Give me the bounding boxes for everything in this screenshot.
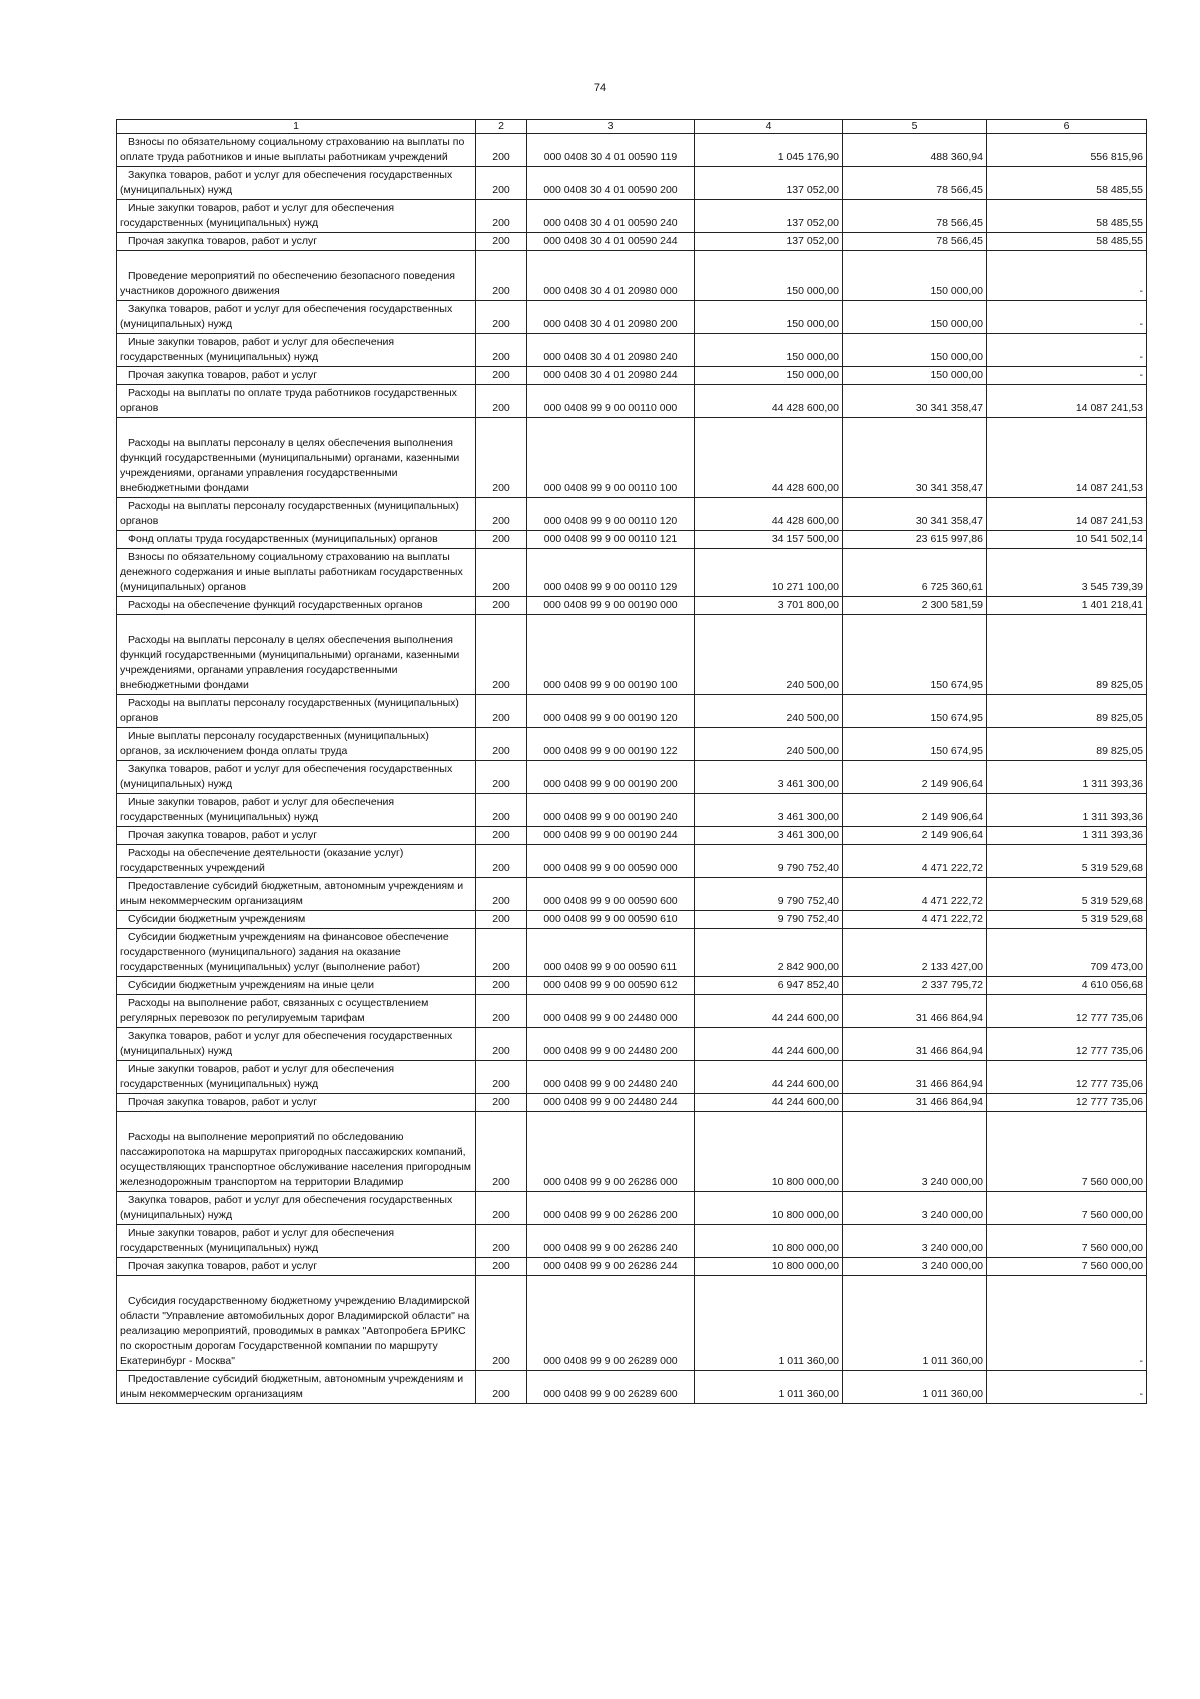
table-row xyxy=(117,878,1147,911)
table-row xyxy=(117,827,1147,845)
row-approved-amount-cell: 137 052,00 xyxy=(695,167,843,200)
table-body xyxy=(117,134,1147,1404)
table-row xyxy=(117,1276,1147,1371)
row-approved-amount-cell: 44 244 600,00 xyxy=(695,1028,843,1061)
row-admin-code-cell: 200 xyxy=(476,301,527,334)
table-row xyxy=(117,695,1147,728)
table-row xyxy=(117,1192,1147,1225)
row-name-cell: Иные закупки товаров, работ и услуг для обеспечения государственных (муниципальных) нужд xyxy=(117,1225,476,1258)
row-admin-code-cell: 200 xyxy=(476,1225,527,1258)
column-header-classification-code: 3 xyxy=(527,120,695,134)
table-row xyxy=(117,845,1147,878)
table-row xyxy=(117,977,1147,995)
table-row xyxy=(117,498,1147,531)
row-classification-code-cell: 000 0408 30 4 01 00590 119 xyxy=(527,134,695,167)
row-admin-code-cell: 200 xyxy=(476,549,527,597)
row-approved-amount-cell: 9 790 752,40 xyxy=(695,878,843,911)
row-approved-amount-cell: 3 461 300,00 xyxy=(695,827,843,845)
row-admin-code-cell: 200 xyxy=(476,1112,527,1192)
row-unexecuted-amount-cell: 556 815,96 xyxy=(987,134,1147,167)
row-unexecuted-amount-cell: 12 777 735,06 xyxy=(987,995,1147,1028)
row-classification-code-cell: 000 0408 99 9 00 24480 240 xyxy=(527,1061,695,1094)
row-approved-amount-cell: 137 052,00 xyxy=(695,200,843,233)
row-admin-code-cell: 200 xyxy=(476,251,527,301)
page-number: 74 xyxy=(593,82,607,94)
row-admin-code-cell: 200 xyxy=(476,1061,527,1094)
row-approved-amount-cell: 240 500,00 xyxy=(695,695,843,728)
row-name-cell: Прочая закупка товаров, работ и услуг xyxy=(117,233,476,251)
row-executed-amount-cell: 2 337 795,72 xyxy=(843,977,987,995)
row-executed-amount-cell: 31 466 864,94 xyxy=(843,1028,987,1061)
row-approved-amount-cell: 3 461 300,00 xyxy=(695,794,843,827)
table-row xyxy=(117,167,1147,200)
row-classification-code-cell: 000 0408 99 9 00 00190 200 xyxy=(527,761,695,794)
row-admin-code-cell: 200 xyxy=(476,845,527,878)
row-name-cell: Расходы на обеспечение функций государственных органов xyxy=(117,597,476,615)
row-classification-code-cell: 000 0408 99 9 00 00590 000 xyxy=(527,845,695,878)
row-admin-code-cell: 200 xyxy=(476,1276,527,1371)
row-executed-amount-cell: 6 725 360,61 xyxy=(843,549,987,597)
row-approved-amount-cell: 44 244 600,00 xyxy=(695,1094,843,1112)
table-row xyxy=(117,929,1147,977)
row-classification-code-cell: 000 0408 99 9 00 00190 122 xyxy=(527,728,695,761)
row-approved-amount-cell: 2 842 900,00 xyxy=(695,929,843,977)
row-classification-code-cell: 000 0408 99 9 00 00590 611 xyxy=(527,929,695,977)
row-approved-amount-cell: 1 011 360,00 xyxy=(695,1371,843,1404)
budget-execution-table xyxy=(116,119,1147,1404)
row-unexecuted-amount-cell: 7 560 000,00 xyxy=(987,1225,1147,1258)
row-classification-code-cell: 000 0408 99 9 00 24480 200 xyxy=(527,1028,695,1061)
row-classification-code-cell: 000 0408 99 9 00 00190 000 xyxy=(527,597,695,615)
row-admin-code-cell: 200 xyxy=(476,615,527,695)
row-unexecuted-amount-cell: 4 610 056,68 xyxy=(987,977,1147,995)
row-classification-code-cell: 000 0408 99 9 00 00190 240 xyxy=(527,794,695,827)
row-name-cell: Расходы на выплаты персоналу в целях обеспечения выполнения функций государственными (муниципальными) органами, казенными учреждениями, органами управления государственными внебюджетными фондами xyxy=(117,418,476,498)
row-classification-code-cell: 000 0408 99 9 00 26289 000 xyxy=(527,1276,695,1371)
row-name-cell: Иные закупки товаров, работ и услуг для обеспечения государственных (муниципальных) нужд xyxy=(117,334,476,367)
row-approved-amount-cell: 150 000,00 xyxy=(695,301,843,334)
row-name-cell: Прочая закупка товаров, работ и услуг xyxy=(117,1094,476,1112)
row-admin-code-cell: 200 xyxy=(476,995,527,1028)
row-executed-amount-cell: 4 471 222,72 xyxy=(843,845,987,878)
row-approved-amount-cell: 10 800 000,00 xyxy=(695,1112,843,1192)
row-approved-amount-cell: 150 000,00 xyxy=(695,367,843,385)
row-name-cell: Закупка товаров, работ и услуг для обеспечения государственных (муниципальных) нужд xyxy=(117,1192,476,1225)
row-classification-code-cell: 000 0408 99 9 00 00110 120 xyxy=(527,498,695,531)
row-name-cell: Субсидии бюджетным учреждениям на финансовое обеспечение государственного (муниципального) задания на оказание государственных (муниципальных) услуг (выполнение работ) xyxy=(117,929,476,977)
row-admin-code-cell: 200 xyxy=(476,385,527,418)
row-executed-amount-cell: 31 466 864,94 xyxy=(843,995,987,1028)
row-executed-amount-cell: 31 466 864,94 xyxy=(843,1094,987,1112)
row-executed-amount-cell: 23 615 997,86 xyxy=(843,531,987,549)
row-admin-code-cell: 200 xyxy=(476,794,527,827)
row-executed-amount-cell: 150 000,00 xyxy=(843,251,987,301)
row-executed-amount-cell: 150 000,00 xyxy=(843,301,987,334)
row-admin-code-cell: 200 xyxy=(476,878,527,911)
row-name-cell: Субсидии бюджетным учреждениям xyxy=(117,911,476,929)
row-unexecuted-amount-cell: 1 311 393,36 xyxy=(987,761,1147,794)
row-unexecuted-amount-cell: 3 545 739,39 xyxy=(987,549,1147,597)
row-approved-amount-cell: 9 790 752,40 xyxy=(695,845,843,878)
row-classification-code-cell: 000 0408 99 9 00 00590 610 xyxy=(527,911,695,929)
row-unexecuted-amount-cell: 14 087 241,53 xyxy=(987,385,1147,418)
row-classification-code-cell: 000 0408 99 9 00 00110 121 xyxy=(527,531,695,549)
row-executed-amount-cell: 3 240 000,00 xyxy=(843,1112,987,1192)
row-admin-code-cell: 200 xyxy=(476,134,527,167)
row-unexecuted-amount-cell: 7 560 000,00 xyxy=(987,1112,1147,1192)
row-executed-amount-cell: 1 011 360,00 xyxy=(843,1371,987,1404)
row-executed-amount-cell: 150 674,95 xyxy=(843,728,987,761)
row-unexecuted-amount-cell: 89 825,05 xyxy=(987,728,1147,761)
table-row xyxy=(117,134,1147,167)
row-admin-code-cell: 200 xyxy=(476,367,527,385)
row-executed-amount-cell: 1 011 360,00 xyxy=(843,1276,987,1371)
row-unexecuted-amount-cell: 89 825,05 xyxy=(987,695,1147,728)
row-name-cell: Расходы на выполнение мероприятий по обследованию пассажиропотока на маршрутах пригородных пассажирских компаний, осуществляющих транспортное обслуживание населения пригородным железнодорожным транспортом на территории Владимир xyxy=(117,1112,476,1192)
row-unexecuted-amount-cell: 709 473,00 xyxy=(987,929,1147,977)
row-approved-amount-cell: 44 244 600,00 xyxy=(695,995,843,1028)
row-name-cell: Предоставление субсидий бюджетным, автономным учреждениям и иным некоммерческим организациям xyxy=(117,878,476,911)
row-admin-code-cell: 200 xyxy=(476,1192,527,1225)
table-row xyxy=(117,531,1147,549)
row-executed-amount-cell: 30 341 358,47 xyxy=(843,418,987,498)
column-header-name: 1 xyxy=(117,120,476,134)
row-unexecuted-amount-cell: - xyxy=(987,367,1147,385)
row-executed-amount-cell: 3 240 000,00 xyxy=(843,1225,987,1258)
row-unexecuted-amount-cell: 58 485,55 xyxy=(987,167,1147,200)
row-classification-code-cell: 000 0408 30 4 01 20980 000 xyxy=(527,251,695,301)
table-row xyxy=(117,597,1147,615)
row-unexecuted-amount-cell: 12 777 735,06 xyxy=(987,1028,1147,1061)
row-approved-amount-cell: 44 428 600,00 xyxy=(695,498,843,531)
row-name-cell: Закупка товаров, работ и услуг для обеспечения государственных (муниципальных) нужд xyxy=(117,1028,476,1061)
row-classification-code-cell: 000 0408 30 4 01 20980 200 xyxy=(527,301,695,334)
row-admin-code-cell: 200 xyxy=(476,418,527,498)
row-approved-amount-cell: 10 800 000,00 xyxy=(695,1192,843,1225)
row-classification-code-cell: 000 0408 30 4 01 00590 240 xyxy=(527,200,695,233)
row-name-cell: Фонд оплаты труда государственных (муниципальных) органов xyxy=(117,531,476,549)
row-approved-amount-cell: 150 000,00 xyxy=(695,334,843,367)
row-approved-amount-cell: 10 271 100,00 xyxy=(695,549,843,597)
row-executed-amount-cell: 78 566,45 xyxy=(843,167,987,200)
row-name-cell: Взносы по обязательному социальному страхованию на выплаты по оплате труда работников и иные выплаты работникам учреждений xyxy=(117,134,476,167)
row-executed-amount-cell: 488 360,94 xyxy=(843,134,987,167)
table-row xyxy=(117,549,1147,597)
row-classification-code-cell: 000 0408 99 9 00 00190 244 xyxy=(527,827,695,845)
row-approved-amount-cell: 34 157 500,00 xyxy=(695,531,843,549)
column-number-header-row xyxy=(117,120,1147,134)
table-row xyxy=(117,251,1147,301)
row-executed-amount-cell: 4 471 222,72 xyxy=(843,878,987,911)
row-admin-code-cell: 200 xyxy=(476,911,527,929)
row-approved-amount-cell: 6 947 852,40 xyxy=(695,977,843,995)
table-row xyxy=(117,1371,1147,1404)
row-unexecuted-amount-cell: 5 319 529,68 xyxy=(987,911,1147,929)
row-name-cell: Предоставление субсидий бюджетным, автономным учреждениям и иным некоммерческим организациям xyxy=(117,1371,476,1404)
row-approved-amount-cell: 44 428 600,00 xyxy=(695,418,843,498)
row-name-cell: Иные закупки товаров, работ и услуг для обеспечения государственных (муниципальных) нужд xyxy=(117,200,476,233)
table-row xyxy=(117,301,1147,334)
row-classification-code-cell: 000 0408 99 9 00 26286 240 xyxy=(527,1225,695,1258)
row-classification-code-cell: 000 0408 99 9 00 24480 000 xyxy=(527,995,695,1028)
row-executed-amount-cell: 2 149 906,64 xyxy=(843,761,987,794)
row-admin-code-cell: 200 xyxy=(476,334,527,367)
row-name-cell: Субсидии бюджетным учреждениям на иные цели xyxy=(117,977,476,995)
table-row xyxy=(117,995,1147,1028)
row-executed-amount-cell: 150 674,95 xyxy=(843,695,987,728)
row-admin-code-cell: 200 xyxy=(476,1258,527,1276)
row-executed-amount-cell: 4 471 222,72 xyxy=(843,911,987,929)
row-approved-amount-cell: 44 244 600,00 xyxy=(695,1061,843,1094)
row-name-cell: Проведение мероприятий по обеспечению безопасного поведения участников дорожного движения xyxy=(117,251,476,301)
table-row xyxy=(117,761,1147,794)
table-row xyxy=(117,1061,1147,1094)
row-classification-code-cell: 000 0408 99 9 00 00190 100 xyxy=(527,615,695,695)
row-name-cell: Иные закупки товаров, работ и услуг для обеспечения государственных (муниципальных) нужд xyxy=(117,1061,476,1094)
row-approved-amount-cell: 1 045 176,90 xyxy=(695,134,843,167)
row-unexecuted-amount-cell: - xyxy=(987,1276,1147,1371)
row-classification-code-cell: 000 0408 99 9 00 26286 244 xyxy=(527,1258,695,1276)
row-classification-code-cell: 000 0408 30 4 01 00590 244 xyxy=(527,233,695,251)
column-header-admin-code: 2 xyxy=(476,120,527,134)
table-row xyxy=(117,367,1147,385)
row-unexecuted-amount-cell: 58 485,55 xyxy=(987,200,1147,233)
row-approved-amount-cell: 9 790 752,40 xyxy=(695,911,843,929)
row-name-cell: Прочая закупка товаров, работ и услуг xyxy=(117,367,476,385)
column-header-unexecuted: 6 xyxy=(987,120,1147,134)
row-admin-code-cell: 200 xyxy=(476,761,527,794)
row-name-cell: Закупка товаров, работ и услуг для обеспечения государственных (муниципальных) нужд xyxy=(117,761,476,794)
row-name-cell: Иные выплаты персоналу государственных (муниципальных) органов, за исключением фонда оплаты труда xyxy=(117,728,476,761)
row-executed-amount-cell: 30 341 358,47 xyxy=(843,498,987,531)
row-approved-amount-cell: 240 500,00 xyxy=(695,615,843,695)
row-executed-amount-cell: 78 566,45 xyxy=(843,233,987,251)
row-name-cell: Расходы на выплаты по оплате труда работников государственных органов xyxy=(117,385,476,418)
row-name-cell: Иные закупки товаров, работ и услуг для обеспечения государственных (муниципальных) нужд xyxy=(117,794,476,827)
row-classification-code-cell: 000 0408 99 9 00 00110 100 xyxy=(527,418,695,498)
row-executed-amount-cell: 2 149 906,64 xyxy=(843,827,987,845)
row-classification-code-cell: 000 0408 99 9 00 00590 600 xyxy=(527,878,695,911)
row-unexecuted-amount-cell: - xyxy=(987,1371,1147,1404)
row-unexecuted-amount-cell: 12 777 735,06 xyxy=(987,1094,1147,1112)
row-unexecuted-amount-cell: - xyxy=(987,251,1147,301)
row-admin-code-cell: 200 xyxy=(476,167,527,200)
table-row xyxy=(117,615,1147,695)
row-executed-amount-cell: 3 240 000,00 xyxy=(843,1192,987,1225)
row-executed-amount-cell: 2 300 581,59 xyxy=(843,597,987,615)
row-admin-code-cell: 200 xyxy=(476,695,527,728)
table-row xyxy=(117,1258,1147,1276)
row-admin-code-cell: 200 xyxy=(476,929,527,977)
row-unexecuted-amount-cell: 1 311 393,36 xyxy=(987,827,1147,845)
row-classification-code-cell: 000 0408 99 9 00 26289 600 xyxy=(527,1371,695,1404)
table-row xyxy=(117,385,1147,418)
row-admin-code-cell: 200 xyxy=(476,827,527,845)
row-admin-code-cell: 200 xyxy=(476,728,527,761)
row-unexecuted-amount-cell: 10 541 502,14 xyxy=(987,531,1147,549)
row-name-cell: Взносы по обязательному социальному страхованию на выплаты денежного содержания и иные выплаты работникам государственных (муниципальных) органов xyxy=(117,549,476,597)
row-name-cell: Расходы на выплаты персоналу государственных (муниципальных) органов xyxy=(117,498,476,531)
row-unexecuted-amount-cell: 7 560 000,00 xyxy=(987,1192,1147,1225)
row-classification-code-cell: 000 0408 30 4 01 00590 200 xyxy=(527,167,695,200)
table-row xyxy=(117,233,1147,251)
row-unexecuted-amount-cell: 58 485,55 xyxy=(987,233,1147,251)
row-classification-code-cell: 000 0408 99 9 00 00110 000 xyxy=(527,385,695,418)
row-unexecuted-amount-cell: 1 401 218,41 xyxy=(987,597,1147,615)
row-admin-code-cell: 200 xyxy=(476,531,527,549)
row-approved-amount-cell: 10 800 000,00 xyxy=(695,1225,843,1258)
table-row xyxy=(117,794,1147,827)
row-approved-amount-cell: 137 052,00 xyxy=(695,233,843,251)
row-executed-amount-cell: 2 149 906,64 xyxy=(843,794,987,827)
row-unexecuted-amount-cell: 14 087 241,53 xyxy=(987,498,1147,531)
row-classification-code-cell: 000 0408 99 9 00 00110 129 xyxy=(527,549,695,597)
row-approved-amount-cell: 150 000,00 xyxy=(695,251,843,301)
row-name-cell: Расходы на выплаты персоналу в целях обеспечения выполнения функций государственными (муниципальными) органами, казенными учреждениями, органами управления государственными внебюджетными фондами xyxy=(117,615,476,695)
row-approved-amount-cell: 44 428 600,00 xyxy=(695,385,843,418)
table-row xyxy=(117,200,1147,233)
row-executed-amount-cell: 3 240 000,00 xyxy=(843,1258,987,1276)
row-approved-amount-cell: 10 800 000,00 xyxy=(695,1258,843,1276)
row-executed-amount-cell: 150 000,00 xyxy=(843,367,987,385)
row-approved-amount-cell: 1 011 360,00 xyxy=(695,1276,843,1371)
table-row xyxy=(117,728,1147,761)
row-admin-code-cell: 200 xyxy=(476,977,527,995)
row-approved-amount-cell: 3 461 300,00 xyxy=(695,761,843,794)
row-unexecuted-amount-cell: 7 560 000,00 xyxy=(987,1258,1147,1276)
row-admin-code-cell: 200 xyxy=(476,597,527,615)
row-approved-amount-cell: 3 701 800,00 xyxy=(695,597,843,615)
row-classification-code-cell: 000 0408 99 9 00 24480 244 xyxy=(527,1094,695,1112)
table-row xyxy=(117,418,1147,498)
row-unexecuted-amount-cell: 5 319 529,68 xyxy=(987,845,1147,878)
column-header-approved: 4 xyxy=(695,120,843,134)
row-name-cell: Расходы на выплаты персоналу государственных (муниципальных) органов xyxy=(117,695,476,728)
row-executed-amount-cell: 150 000,00 xyxy=(843,334,987,367)
row-name-cell: Прочая закупка товаров, работ и услуг xyxy=(117,827,476,845)
row-admin-code-cell: 200 xyxy=(476,1028,527,1061)
table-row xyxy=(117,1094,1147,1112)
row-admin-code-cell: 200 xyxy=(476,498,527,531)
table-row xyxy=(117,1112,1147,1192)
table-row xyxy=(117,911,1147,929)
column-header-executed: 5 xyxy=(843,120,987,134)
row-name-cell: Закупка товаров, работ и услуг для обеспечения государственных (муниципальных) нужд xyxy=(117,167,476,200)
table-row xyxy=(117,1225,1147,1258)
row-name-cell: Прочая закупка товаров, работ и услуг xyxy=(117,1258,476,1276)
row-executed-amount-cell: 150 674,95 xyxy=(843,615,987,695)
row-executed-amount-cell: 30 341 358,47 xyxy=(843,385,987,418)
row-name-cell: Расходы на обеспечение деятельности (оказание услуг) государственных учреждений xyxy=(117,845,476,878)
row-name-cell: Закупка товаров, работ и услуг для обеспечения государственных (муниципальных) нужд xyxy=(117,301,476,334)
row-name-cell: Субсидия государственному бюджетному учреждению Владимирской области "Управление автомобильных дорог Владимирской области" на реализацию мероприятий, проводимых в рамках "Автопробега БРИКС по скоростным дорогам Государственной компании по маршруту Екатеринбург - Москва" xyxy=(117,1276,476,1371)
row-approved-amount-cell: 240 500,00 xyxy=(695,728,843,761)
row-unexecuted-amount-cell: 89 825,05 xyxy=(987,615,1147,695)
table-row xyxy=(117,334,1147,367)
row-classification-code-cell: 000 0408 30 4 01 20980 244 xyxy=(527,367,695,385)
row-admin-code-cell: 200 xyxy=(476,1371,527,1404)
row-classification-code-cell: 000 0408 99 9 00 26286 000 xyxy=(527,1112,695,1192)
row-executed-amount-cell: 2 133 427,00 xyxy=(843,929,987,977)
row-executed-amount-cell: 78 566,45 xyxy=(843,200,987,233)
row-classification-code-cell: 000 0408 99 9 00 00590 612 xyxy=(527,977,695,995)
row-classification-code-cell: 000 0408 99 9 00 26286 200 xyxy=(527,1192,695,1225)
row-unexecuted-amount-cell: - xyxy=(987,334,1147,367)
row-admin-code-cell: 200 xyxy=(476,1094,527,1112)
row-unexecuted-amount-cell: 5 319 529,68 xyxy=(987,878,1147,911)
row-classification-code-cell: 000 0408 30 4 01 20980 240 xyxy=(527,334,695,367)
row-admin-code-cell: 200 xyxy=(476,233,527,251)
row-name-cell: Расходы на выполнение работ, связанных с осуществлением регулярных перевозок по регулируемым тарифам xyxy=(117,995,476,1028)
row-unexecuted-amount-cell: 14 087 241,53 xyxy=(987,418,1147,498)
row-executed-amount-cell: 31 466 864,94 xyxy=(843,1061,987,1094)
row-classification-code-cell: 000 0408 99 9 00 00190 120 xyxy=(527,695,695,728)
row-unexecuted-amount-cell: 12 777 735,06 xyxy=(987,1061,1147,1094)
row-admin-code-cell: 200 xyxy=(476,200,527,233)
table-row xyxy=(117,1028,1147,1061)
row-unexecuted-amount-cell: - xyxy=(987,301,1147,334)
row-unexecuted-amount-cell: 1 311 393,36 xyxy=(987,794,1147,827)
